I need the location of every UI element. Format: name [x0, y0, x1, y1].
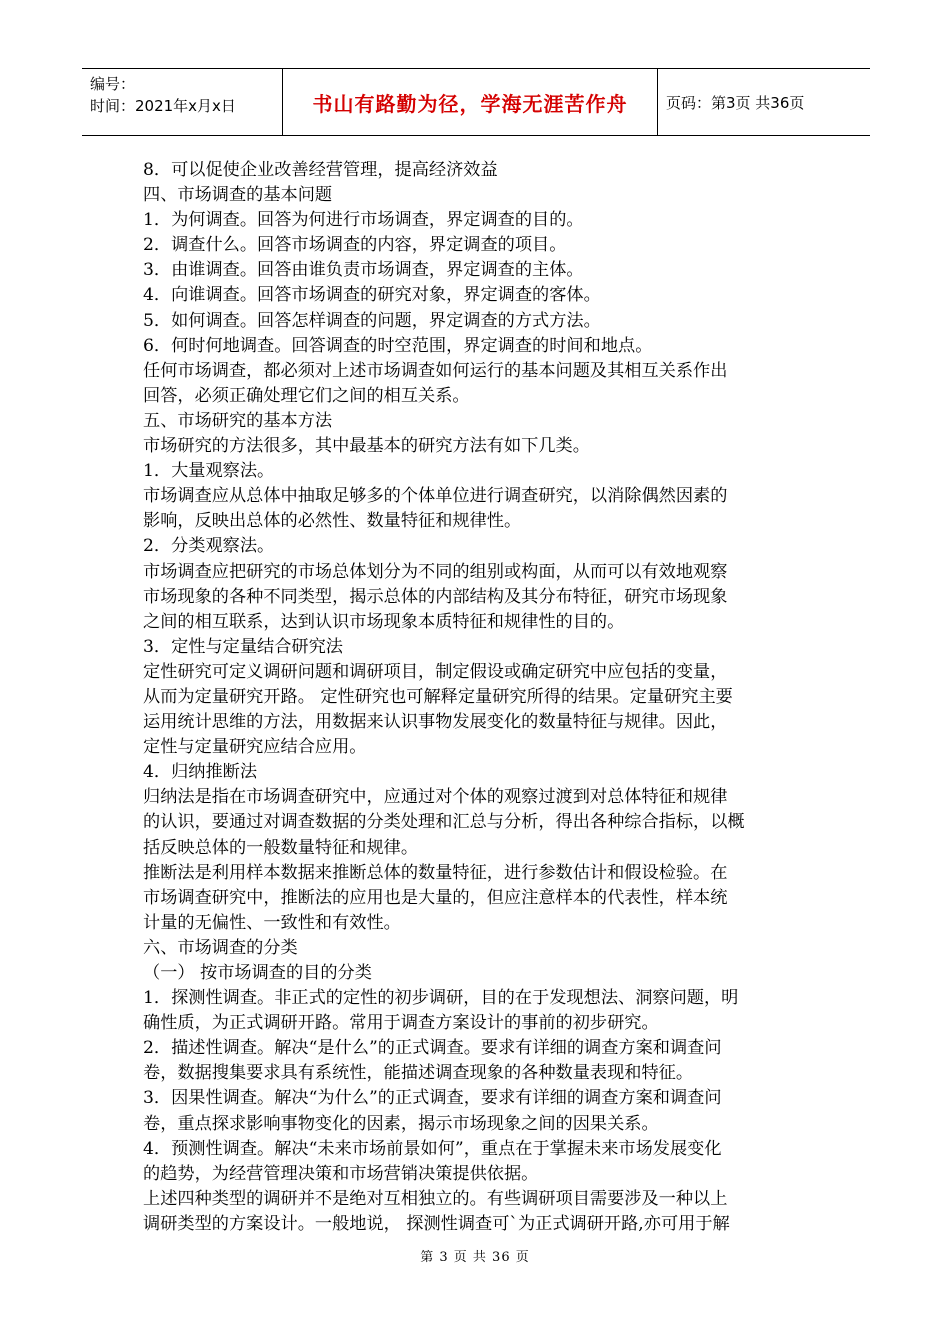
date-label: 时间：2021年x月x日 [90, 97, 236, 115]
header-motto: 书山有路勤为径，学海无涯苦作舟 [282, 69, 658, 135]
text-line: 卷，数据搜集要求具有系统性，能描述调查现象的各种数量表现和特征。 [143, 1063, 694, 1084]
text-line: 2．分类观察法。 [143, 536, 275, 557]
text-line: 2．调查什么。回答市场调查的内容，界定调查的项目。 [143, 235, 567, 256]
text-line: 4．归纳推断法 [143, 762, 258, 783]
text-line: 3．定性与定量结合研究法 [143, 636, 343, 657]
text-line: 五、市场研究的基本方法 [143, 410, 333, 431]
text-line: 推断法是利用样本数据来推断总体的数量特征，进行参数估计和假设检验。在 [143, 862, 728, 883]
text-line: 1．大量观察法。 [143, 461, 275, 482]
text-line: 六、市场调查的分类 [143, 937, 298, 958]
text-line: 从而为定量研究开路。 定性研究也可解释定量研究所得的结果。定量研究主要 [143, 686, 733, 707]
text-line: 回答，必须正确处理它们之间的相互关系。 [143, 385, 470, 406]
text-line: 市场调查应把研究的市场总体划分为不同的组别或构面，从而可以有效地观察 [143, 561, 728, 582]
document-body [143, 158, 807, 1237]
text-line: 市场调查研究中，推断法的应用也是大量的，但应注意样本的代表性，样本统 [143, 887, 728, 908]
page-footer: 第 3 页 共 36 页 [420, 1250, 530, 1265]
text-line: 3．由谁调查。回答由谁负责市场调查，界定调查的主体。 [143, 260, 584, 281]
text-line: 2．描述性调查。解决“是什么”的正式调查。要求有详细的调查方案和调查问 [143, 1038, 722, 1059]
text-line: 1．探测性调查。非正式的定性的初步调研，目的在于发现想法、洞察问题，明 [143, 988, 739, 1009]
text-line: 市场调查应从总体中抽取足够多的个体单位进行调查研究，以消除偶然因素的 [143, 486, 728, 507]
text-line: 1．为何调查。回答为何进行市场调查，界定调查的目的。 [143, 210, 584, 231]
text-line: 市场现象的各种不同类型，揭示总体的内部结构及其分布特征，研究市场现象 [143, 586, 728, 607]
text-line: 上述四种类型的调研并不是绝对互相独立的。有些调研项目需要涉及一种以上 [143, 1188, 728, 1209]
text-line: 8．可以促使企业改善经营管理，提高经济效益 [143, 160, 498, 180]
text-line: 5．如何调查。回答怎样调查的问题，界定调查的方式方法。 [143, 310, 601, 331]
text-line: 4．向谁调查。回答市场调查的研究对象，界定调查的客体。 [143, 285, 601, 306]
text-line: 括反映总体的一般数量特征和规律。 [143, 837, 419, 858]
text-line: 运用统计思维的方法，用数据来认识事物发展变化的数量特征与规律。因此， [143, 712, 728, 733]
text-line: 任何市场调查，都必须对上述市场调查如何运行的基本问题及其相互关系作出 [143, 360, 728, 381]
text-line: 的趋势，为经营管理决策和市场营销决策提供依据。 [143, 1163, 539, 1184]
text-line: 的认识，要通过对调查数据的分类处理和汇总与分析，得出各种综合指标，以概 [143, 812, 745, 833]
page-header [82, 68, 870, 136]
text-line: 定性与定量研究应结合应用。 [143, 737, 367, 758]
text-line: 之间的相互联系，达到认识市场现象本质特征和规律性的目的。 [143, 611, 625, 632]
serial-label: 编号： [90, 75, 136, 93]
text-line: 调研类型的方案设计。一般地说， 探测性调查可`为正式调研开路,亦可用于解 [143, 1213, 730, 1234]
text-line: （一） 按市场调查的目的分类 [143, 963, 372, 983]
text-line: 归纳法是指在市场调查研究中，应通过对个体的观察过渡到对总体特征和规律 [143, 787, 728, 808]
text-line: 3．因果性调查。解决“为什么”的正式调查，要求有详细的调查方案和调查问 [143, 1088, 722, 1109]
text-line: 4．预测性调查。解决“未来市场前景如何”，重点在于掌握未来市场发展变化 [143, 1138, 722, 1159]
header-meta [82, 69, 282, 135]
text-line: 6．何时何地调查。回答调查的时空范围，界定调查的时间和地点。 [143, 335, 653, 356]
text-line: 市场研究的方法很多，其中最基本的研究方法有如下几类。 [143, 436, 590, 457]
header-page-info: 页码：第3页 共36页 [666, 93, 805, 112]
text-line: 计量的无偏性、一致性和有效性。 [143, 912, 401, 933]
text-line: 影响，反映出总体的必然性、数量特征和规律性。 [143, 511, 522, 532]
text-line: 定性研究可定义调研问题和调研项目，制定假设或确定研究中应包括的变量， [143, 661, 728, 682]
text-line: 确性质，为正式调研开路。常用于调查方案设计的事前的初步研究。 [143, 1013, 659, 1034]
text-line: 四、市场调查的基本问题 [143, 185, 333, 206]
text-line: 卷，重点探求影响事物变化的因素，揭示市场现象之间的因果关系。 [143, 1113, 659, 1134]
